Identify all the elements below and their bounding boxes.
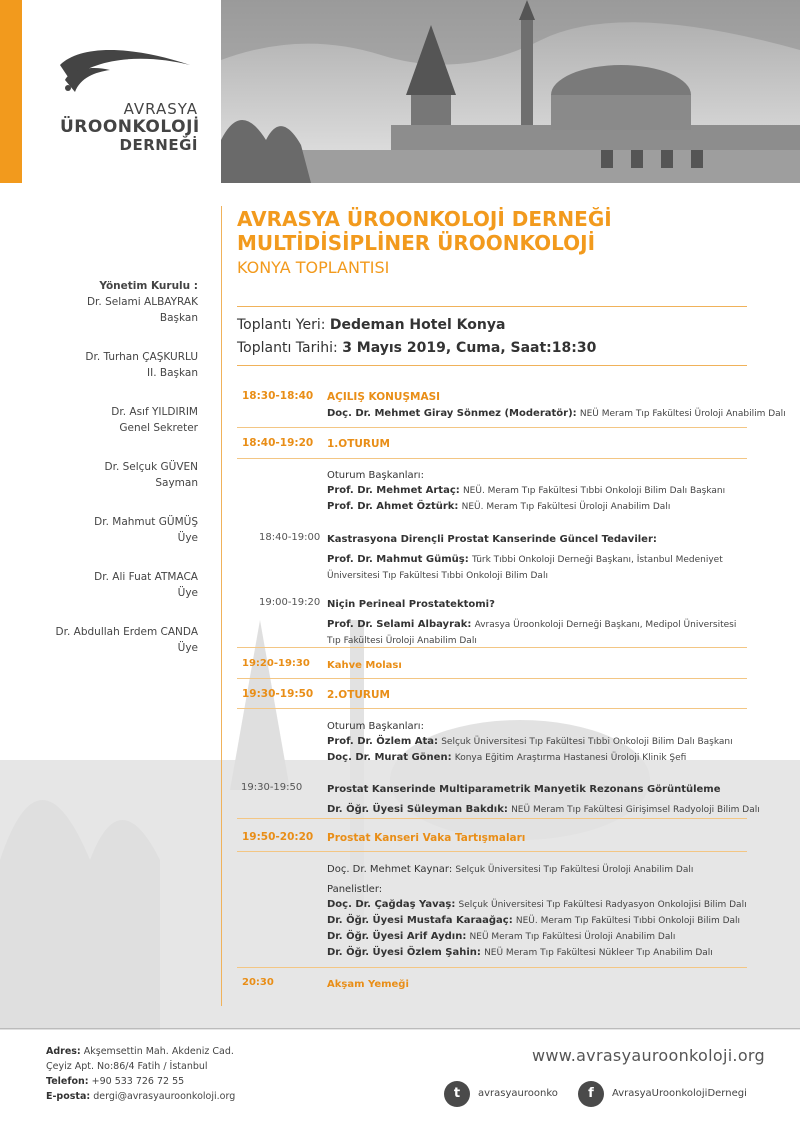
talk2-time: 19:00-19:20: [259, 597, 321, 608]
facebook-icon: f: [578, 1081, 604, 1107]
session1-chairs: [327, 468, 747, 515]
talk2-speaker-line: [327, 617, 747, 649]
twitter-handle: avrasyauroonko: [478, 1088, 558, 1099]
board-member-role: Üye: [177, 532, 198, 544]
meeting-divider: [237, 365, 747, 366]
panelist-name: Dr. Öğr. Üyesi Mustafa Karaağaç:: [327, 915, 513, 926]
phone-label: Telefon:: [46, 1076, 89, 1087]
board-member-name: Dr. Selami ALBAYRAK: [86, 296, 198, 308]
board-member-role: Üye: [177, 642, 198, 654]
address-value: Akşemsettin Mah. Akdeniz Cad.: [83, 1046, 234, 1057]
session2-talk-affiliation: NEÜ Meram Tıp Fakültesi Girişimsel Radyoloji Bilim Dalı: [511, 805, 760, 815]
address-label: Adres:: [46, 1046, 81, 1057]
talk1-title: Kastrasyona Dirençli Prostat Kanserinde Güncel Tedaviler:: [327, 534, 657, 545]
panelist-name: Dr. Öğr. Üyesi Arif Aydın:: [327, 931, 467, 942]
session2-chair2: [327, 750, 747, 766]
cases-time: 19:50-20:20: [242, 831, 314, 843]
board-member: [20, 404, 198, 436]
phone-value[interactable]: +90 533 726 72 55: [91, 1076, 185, 1087]
panelist-affiliation: NEÜ Meram Tıp Fakültesi Üroloji Anabilim Dalı: [469, 932, 676, 942]
meeting-place: [237, 314, 757, 337]
separator: [237, 851, 747, 852]
talk2-affiliation: Avrasya Üroonkoloji Derneği Başkanı, Medipol Üniversitesi Tıp Fakültesi Üroloji Anabilim Dalı: [327, 620, 737, 646]
email-value[interactable]: dergi@avrasyauroonkoloji.org: [93, 1091, 236, 1102]
board-member: [20, 569, 198, 601]
chair-name: Prof. Dr. Mehmet Artaç:: [327, 485, 460, 496]
session2-talk-title: Prostat Kanserinde Multiparametrik Manyetik Rezonans Görüntüleme: [327, 784, 721, 795]
main-title-line2: MULTİDİSİPLİNER ÜROONKOLOJİ: [237, 231, 596, 255]
mosque-photo: [221, 0, 800, 183]
board-heading: Yönetim Kurulu :: [99, 280, 198, 292]
twitter-icon: t: [444, 1081, 470, 1107]
talk2-title: Niçin Perineal Prostatektomi?: [327, 599, 495, 610]
separator: [237, 967, 747, 968]
cases-title: Prostat Kanseri Vaka Tartışmaları: [327, 832, 526, 844]
email-line: [46, 1089, 235, 1104]
cases-panel: [327, 862, 747, 961]
board-member-role: Başkan: [159, 312, 198, 324]
panelist-name: Dr. Öğr. Üyesi Özlem Şahin:: [327, 947, 481, 958]
board-member: [20, 294, 198, 326]
contact-info: [46, 1044, 235, 1104]
chair-affiliation: NEÜ. Meram Tıp Fakültesi Tıbbi Onkoloji Bilim Dalı Başkanı: [462, 486, 726, 496]
opening-speaker-line: [327, 406, 786, 422]
panelist: [327, 913, 747, 929]
meeting-date-label: Toplantı Tarihi:: [237, 340, 338, 356]
talk2: [327, 597, 747, 649]
logo-line1: AVRASYA: [123, 100, 198, 118]
phone-line: [46, 1074, 235, 1089]
chair-affiliation: NEÜ. Meram Tıp Fakültesi Üroloji Anabilim Dalı: [461, 502, 671, 512]
facebook-handle: AvrasyaUroonkolojiDernegi: [612, 1088, 747, 1099]
cases-moderator: [327, 862, 747, 878]
session1-time: 18:40-19:20: [242, 437, 314, 449]
main-title-line1: AVRASYA ÜROONKOLOJİ DERNEĞİ: [237, 207, 612, 231]
talk1-speaker-line: [327, 552, 747, 584]
board-member: [20, 459, 198, 491]
board-of-directors: [20, 280, 198, 679]
meeting-place-label: Toplantı Yeri:: [237, 317, 326, 333]
meeting-date-value: 3 Mayıs 2019, Cuma, Saat:18:30: [342, 340, 597, 356]
title-divider: [237, 306, 747, 307]
panelist: [327, 945, 747, 961]
footer-divider: [0, 1028, 800, 1029]
website-link[interactable]: www.avrasyauroonkoloji.org: [532, 1046, 765, 1065]
opening-time: 18:30-18:40: [242, 390, 314, 402]
session2-talk: [327, 782, 760, 818]
panelist-affiliation: NEÜ Meram Tıp Fakültesi Nükleer Tıp Anabilim Dalı: [484, 948, 713, 958]
session2-chairs: [327, 719, 747, 766]
board-member-role: Genel Sekreter: [119, 422, 198, 434]
talk1-affiliation: Türk Tıbbi Onkoloji Derneği Başkanı, İstanbul Medeniyet Üniversitesi Tıp Fakültesi Tıbbi Onkoloji Bilim Dalı: [327, 555, 723, 581]
chair-name: Doç. Dr. Murat Gönen:: [327, 752, 452, 763]
talk1: [327, 532, 747, 584]
break-title: Kahve Molası: [327, 660, 402, 671]
separator: [237, 818, 747, 819]
main-title-subtitle: KONYA TOPLANTISI: [237, 258, 390, 277]
vertical-divider: [221, 206, 222, 1006]
board-member-name: Dr. Turhan ÇAŞKURLU: [85, 351, 198, 363]
board-member-name: Dr. Selçuk GÜVEN: [104, 461, 198, 473]
panelist-affiliation: NEÜ. Meram Tıp Fakültesi Tıbbi Onkoloji Bilim Dalı: [515, 916, 741, 926]
meeting-place-value: Dedeman Hotel Konya: [329, 317, 506, 333]
session1-chair1: [327, 483, 747, 499]
session2-talk-time: 19:30-19:50: [241, 782, 303, 793]
board-member-name: Dr. Mahmut GÜMÜŞ: [94, 516, 198, 528]
meeting-date: [237, 337, 757, 360]
separator: [237, 427, 747, 428]
panelist: [327, 929, 747, 945]
logo-line3: DERNEĞİ: [119, 136, 198, 154]
program-schedule: [237, 390, 786, 1010]
dinner-title: Akşam Yemeği: [327, 979, 409, 990]
session2-title: 2.OTURUM: [327, 689, 390, 701]
chair-affiliation: Konya Eğitim Araştırma Hastanesi Üroloji Klinik Şefi: [454, 753, 687, 763]
opening-speaker: Doç. Dr. Mehmet Giray Sönmez (Moderatör):: [327, 408, 577, 419]
separator: [237, 458, 747, 459]
email-label: E-posta:: [46, 1091, 91, 1102]
talk1-time: 18:40-19:00: [259, 532, 321, 543]
board-member: [20, 514, 198, 546]
session1-chair2: [327, 499, 747, 515]
panelist-name: Doç. Dr. Çağdaş Yavaş:: [327, 899, 456, 910]
talk1-speaker: Prof. Dr. Mahmut Gümüş:: [327, 554, 469, 565]
chair-name: Prof. Dr. Özlem Ata:: [327, 736, 439, 747]
board-member-name: Dr. Abdullah Erdem CANDA: [55, 626, 198, 638]
board-member-role: II. Başkan: [147, 367, 198, 379]
title-block: [237, 207, 757, 279]
orange-accent-strip: [0, 0, 22, 183]
panelist: [327, 897, 747, 913]
logo-line2: ÜROONKOLOJİ: [60, 117, 200, 137]
board-member-role: Sayman: [155, 477, 198, 489]
session2-talk-speaker-line: [327, 802, 760, 818]
separator: [237, 647, 747, 648]
opening-affiliation: NEÜ Meram Tıp Fakültesi Üroloji Anabilim Dalı: [579, 409, 786, 419]
talk2-speaker: Prof. Dr. Selami Albayrak:: [327, 619, 472, 630]
moderator-affiliation: Selçuk Üniversitesi Tıp Fakültesi Üroloji Anabilim Dalı: [455, 865, 694, 875]
panelist-affiliation: Selçuk Üniversitesi Tıp Fakültesi Radyasyon Onkolojisi Bilim Dalı: [458, 900, 747, 910]
board-member-name: Dr. Asıf YILDIRIM: [111, 406, 198, 418]
chair-affiliation: Selçuk Üniversitesi Tıp Fakültesi Tıbbi Onkoloji Bilim Dalı Başkanı: [441, 737, 733, 747]
chair-name: Prof. Dr. Ahmet Öztürk:: [327, 501, 459, 512]
session2-chair1: [327, 734, 747, 750]
separator: [237, 678, 747, 679]
session1-title: 1.OTURUM: [327, 438, 390, 450]
board-member: [20, 624, 198, 656]
dinner-time: 20:30: [242, 977, 274, 988]
session2-chairs-label: Oturum Başkanları:: [327, 721, 424, 732]
moderator-name: Doç. Dr. Mehmet Kaynar:: [327, 864, 453, 875]
meeting-info: [237, 314, 757, 360]
address-line1: [46, 1044, 235, 1059]
address-line2: Çeyiz Apt. No:86/4 Fatih / İstanbul: [46, 1061, 208, 1072]
logo-text: [60, 100, 198, 154]
opening-title: AÇILIŞ KONUŞMASI: [327, 391, 441, 403]
separator: [237, 708, 747, 709]
session1-chairs-label: Oturum Başkanları:: [327, 470, 424, 481]
panel-label: Panelistler:: [327, 884, 383, 895]
board-member: [20, 349, 198, 381]
board-member-role: Üye: [177, 587, 198, 599]
session2-talk-speaker: Dr. Öğr. Üyesi Süleyman Bakdık:: [327, 804, 508, 815]
board-member-name: Dr. Ali Fuat ATMACA: [94, 571, 198, 583]
session2-time: 19:30-19:50: [242, 688, 314, 700]
break-time: 19:20-19:30: [242, 658, 310, 669]
